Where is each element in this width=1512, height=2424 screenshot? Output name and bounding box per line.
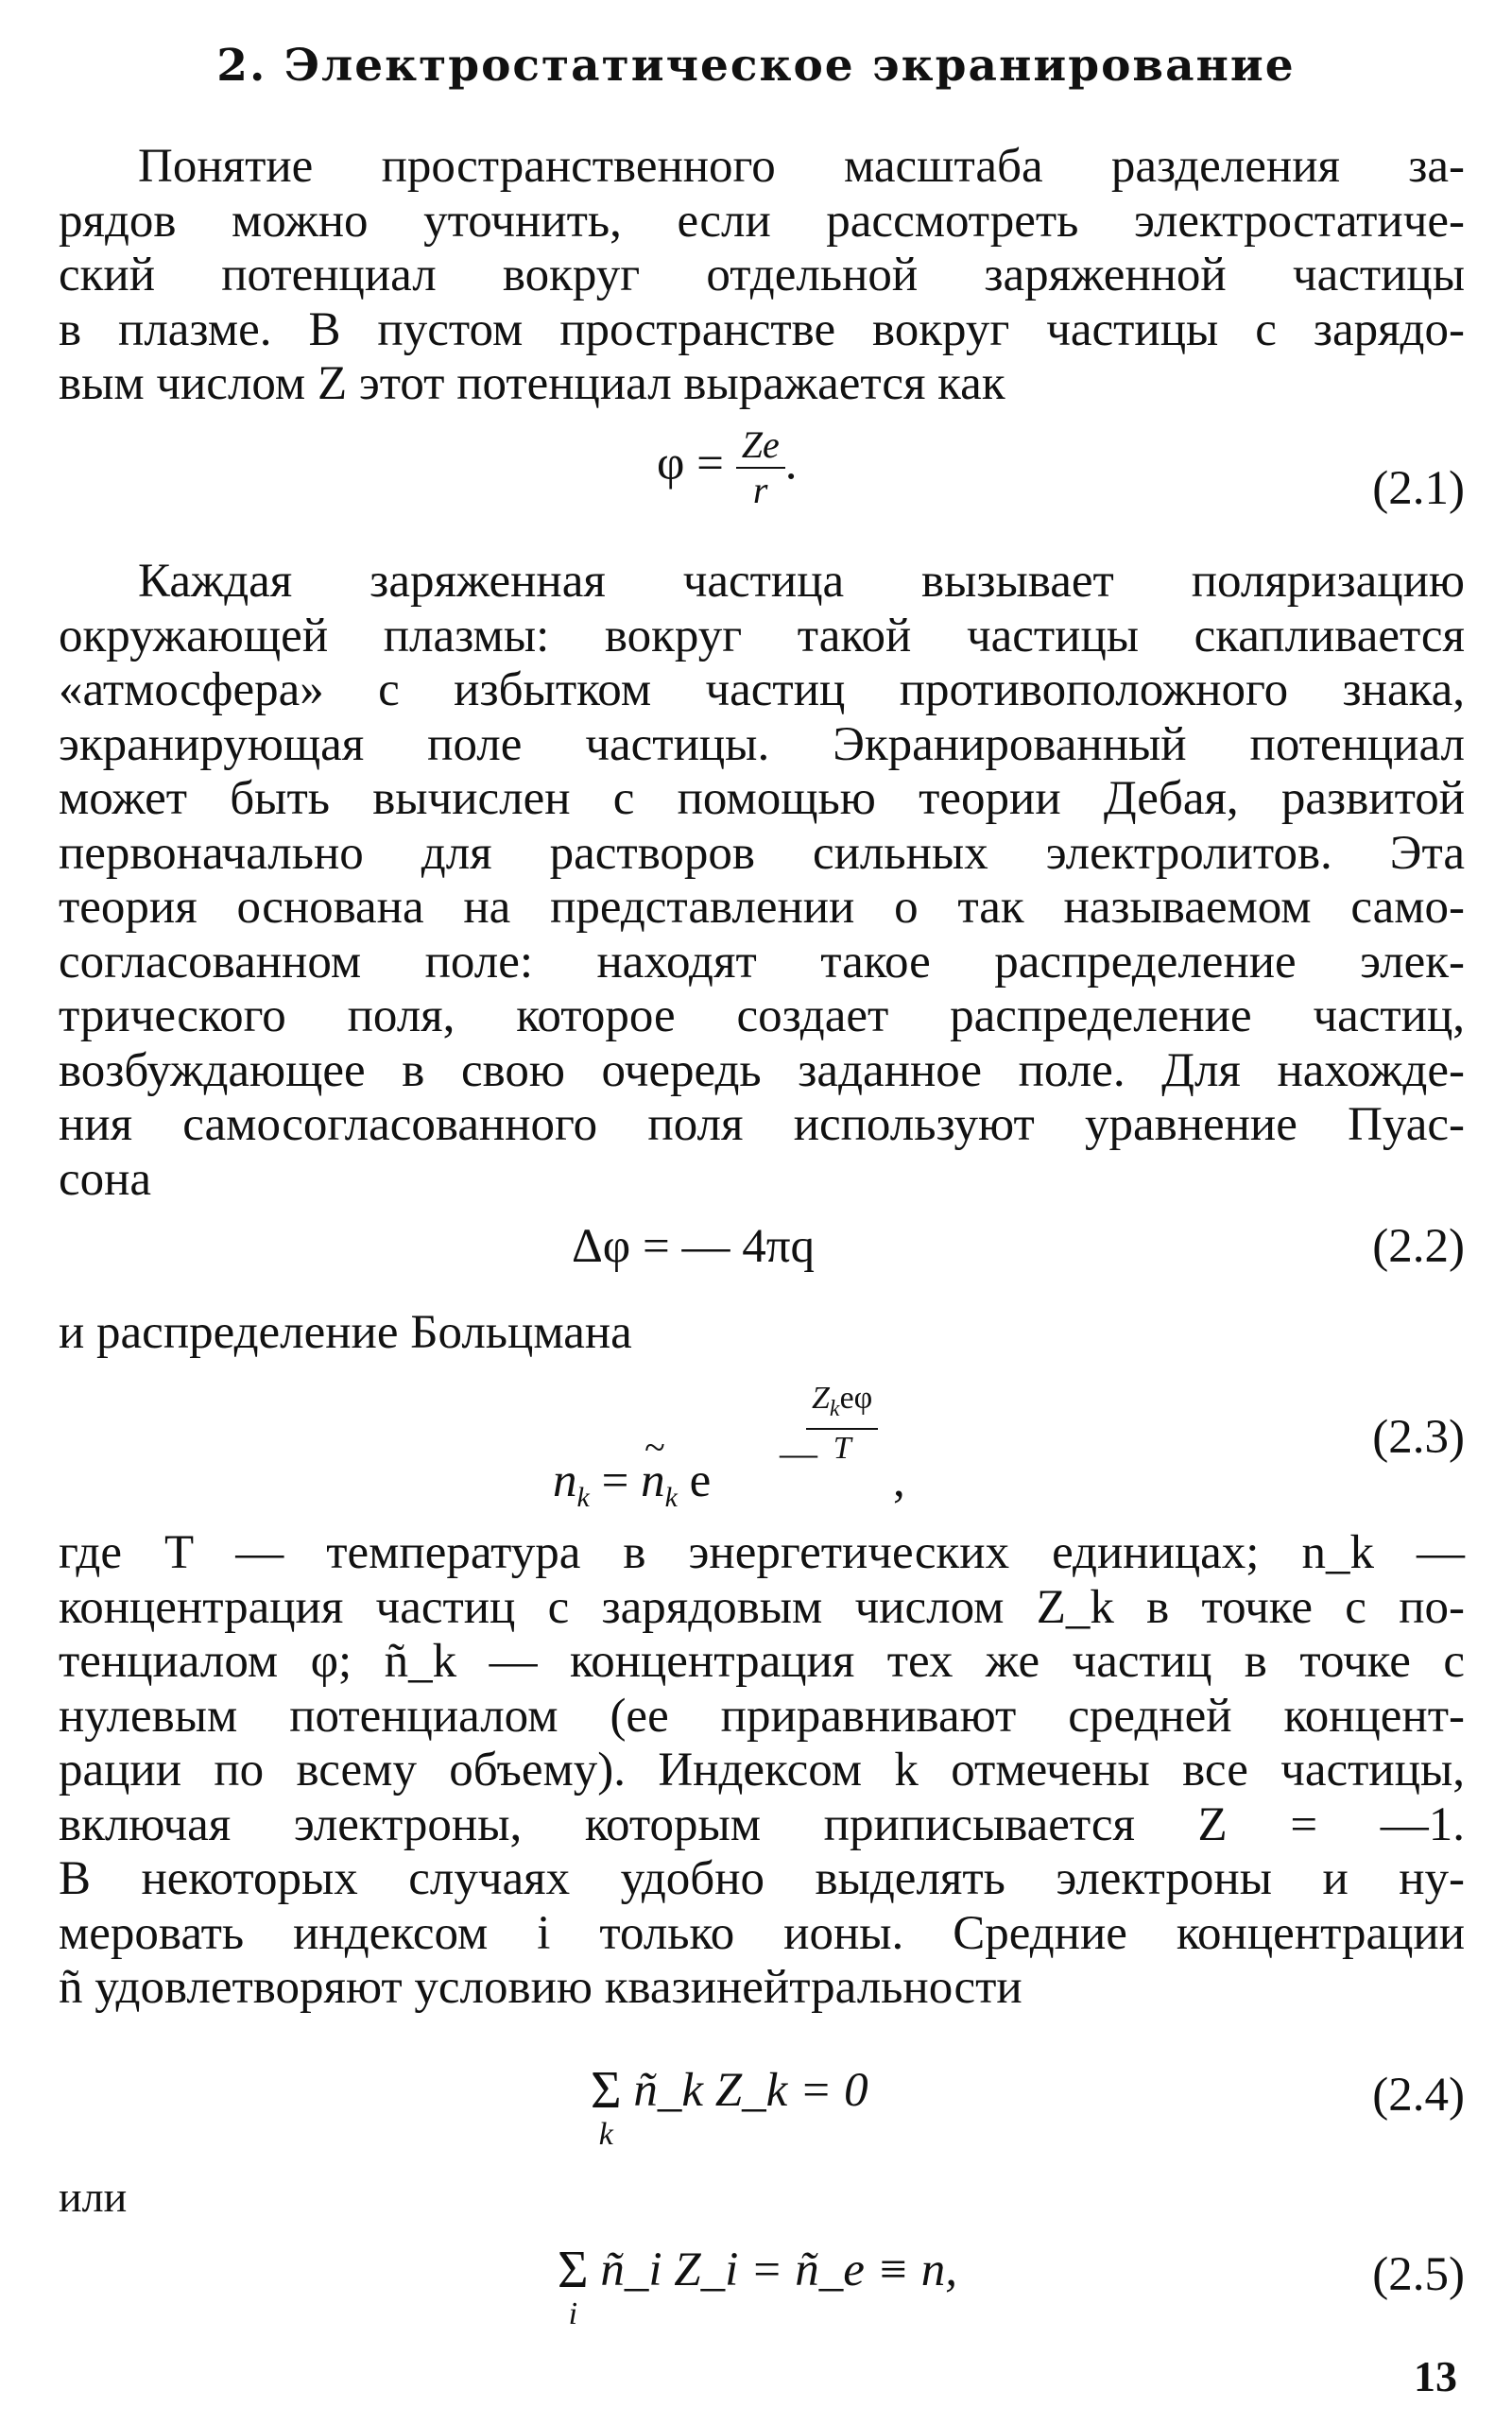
text-line: первоначально для растворов сильных электролитов. Эта [59,826,1465,880]
text-line: В некоторых случаях удобно выделять электроны и ну- [59,1852,1465,1905]
eq1-fraction [736,423,785,512]
eq5-body: ñ_i Z_i = ñ_e ≡ n, [600,2243,958,2296]
eq3-exp-rest: eφ [839,1381,873,1416]
eq1-numerator: Ze [736,423,785,469]
eq4-sum [591,2062,622,2151]
eq4-body: ñ_k Z_k = 0 [633,2064,868,2117]
text-line: теория основана на представлении о так называемом само- [59,881,1465,934]
eq3-body [553,1453,711,1514]
text-line: сона [59,1152,152,1206]
eq3-tail: , [893,1454,905,1507]
eq1-tail: . [784,437,798,490]
equation-number-2-4: (2.4) [1372,2069,1465,2122]
text-line: ñ удовлетворяют условию квазинейтральности [59,1961,1022,2014]
eq3-exp-sub: k [829,1396,840,1421]
text-line: Каждая заряженная частица вызывает поляризацию [138,555,1465,608]
section-heading: 2. Электростатическое экранирование [216,40,1296,92]
text-line: ский потенциал вокруг отдельной заряженной частицы [59,249,1465,301]
equation-2-2: Δφ = — 4πq [572,1220,815,1273]
eq3-n: n [553,1454,577,1507]
text-line: включая электроны, которым приписывается Z = —1. [59,1797,1465,1851]
page-number: 13 [1414,2352,1457,2400]
text-line: тенциалом φ; ñ_k — концентрация тех же частиц в точке с [59,1635,1465,1688]
text-line: концентрация частиц с зарядовым числом Z_k в точке с по- [59,1580,1465,1634]
eq3-sub: k [576,1482,590,1514]
equation-2-1 [657,423,797,512]
eq1-denominator: r [752,469,768,511]
eq3-exp-den: T [833,1430,851,1466]
eq4-index: k [598,2117,613,2152]
text-line: меровать индексом i только ионы. Средние концентрации [59,1906,1465,1960]
eq4-sigma: Σ [591,2061,622,2120]
eq3-minus: — [780,1432,817,1474]
equation-number-2-1: (2.1) [1372,462,1465,515]
eq3-rsub: k [664,1482,678,1514]
equation-2-5 [558,2242,957,2330]
text-line: рядов можно уточнить, если рассмотреть электростатиче- [59,194,1465,248]
text-line: ния самосогласованного поля используют уравнение Пуас- [59,1098,1465,1151]
text-line: экранирующая поле частицы. Экранированный потенциал [59,717,1465,771]
text-line: согласованном поле: находят такое распределение элек- [59,935,1465,989]
text-line: «атмосфера» с избытком частиц противоположного знака, [59,663,1465,716]
eq3-ntilde: ~ n [641,1453,665,1508]
eq3-exp-num [806,1380,878,1430]
text-line: в плазме. В пустом пространстве вокруг частицы с зарядо- [59,302,1465,356]
text-line: нулевым потенциалом (ее приравнивают средней концент- [59,1689,1465,1743]
equation-2-4 [591,2062,868,2151]
eq1-lhs: φ = [657,437,724,490]
equation-number-2-3: (2.3) [1372,1411,1465,1464]
text-line: окружающей плазмы: вокруг такой частицы скапливается [59,609,1465,662]
eq3-eq: = [589,1454,642,1507]
eq5-sigma: Σ [558,2241,589,2299]
text-line: где T — температура в энергетических единицах; n_k — [59,1526,1465,1579]
eq5-index: i [568,2296,578,2331]
text-line: возбуждающее в свою очередь заданное поле. Для нахожде- [59,1043,1465,1097]
eq5-sum [558,2242,589,2330]
eq3-exponent [806,1380,878,1468]
text-line: Понятие пространственного масштаба разделения за- [138,140,1465,193]
text-line: может быть вычислен с помощью теории Дебая, развитой [59,772,1465,825]
paragraph-3: и распределение Больцмана [59,1306,632,1359]
text-line: трического поля, которое создает распределение частиц, [59,989,1465,1042]
equation-number-2-5: (2.5) [1372,2248,1465,2301]
text-line: рации по всему объему). Индексом k отмечены все частицы, [59,1744,1465,1797]
eq3-exp-z: Z [812,1381,830,1416]
paragraph-2 [59,555,1465,1207]
paragraph-4 [59,1526,1465,2016]
eq3-e: e [677,1454,712,1507]
paragraph-5: или [59,2173,128,2221]
text-line: вым числом Z этот потенциал выражается как [59,357,1005,410]
paragraph-1 [59,140,1465,412]
equation-number-2-2: (2.2) [1372,1220,1465,1273]
